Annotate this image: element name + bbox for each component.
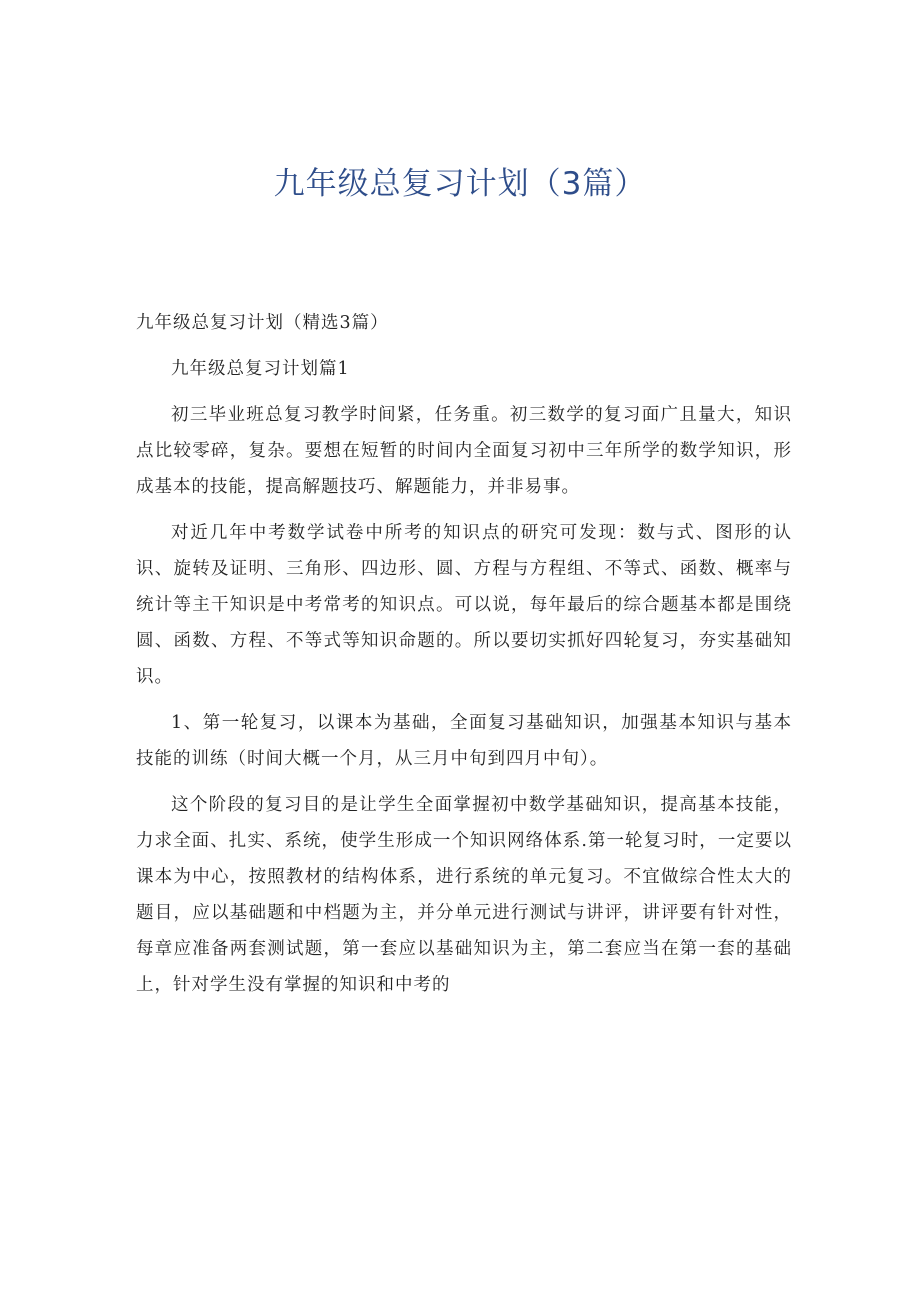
document-body [136, 305, 792, 1013]
section-heading: 九年级总复习计划篇1 [171, 359, 350, 379]
document-subtitle: 九年级总复习计划（精选3篇） [136, 313, 389, 333]
paragraph: 1、第一轮复习，以课本为基础，全面复习基础知识，加强基本知识与基本技能的训练（时间大概一个月，从三月中旬到四月中旬）。 [136, 713, 792, 769]
document-title: 九年级总复习计划（3篇） [273, 166, 647, 202]
paragraph: 这个阶段的复习目的是让学生全面掌握初中数学基础知识，提高基本技能，力求全面、扎实、系统，使学生形成一个知识网络体系.第一轮复习时，一定要以课本为中心，按照教材的结构体系，进行系统的单元复习。不宜做综合性太大的题目，应以基础题和中档题为主，并分单元进行测试与讲评，讲评要有针对性，每章应准备两套测试题，第一套应以基础知识为主，第二套应当在第一套的基础上，针对学生没有掌握的知识和中考的 [136, 795, 792, 995]
paragraph: 对近几年中考数学试卷中所考的知识点的研究可发现：数与式、图形的认识、旋转及证明、三角形、四边形、圆、方程与方程组、不等式、函数、概率与统计等主干知识是中考常考的知识点。可以说，每年最后的综合题基本都是围绕圆、函数、方程、不等式等知识命题的。所以要切实抓好四轮复习，夯实基础知识。 [136, 523, 792, 687]
paragraph: 初三毕业班总复习教学时间紧，任务重。初三数学的复习面广且量大，知识点比较零碎，复杂。要想在短暂的时间内全面复习初中三年所学的数学知识，形成基本的技能，提高解题技巧、解题能力，并非易事。 [136, 405, 792, 497]
